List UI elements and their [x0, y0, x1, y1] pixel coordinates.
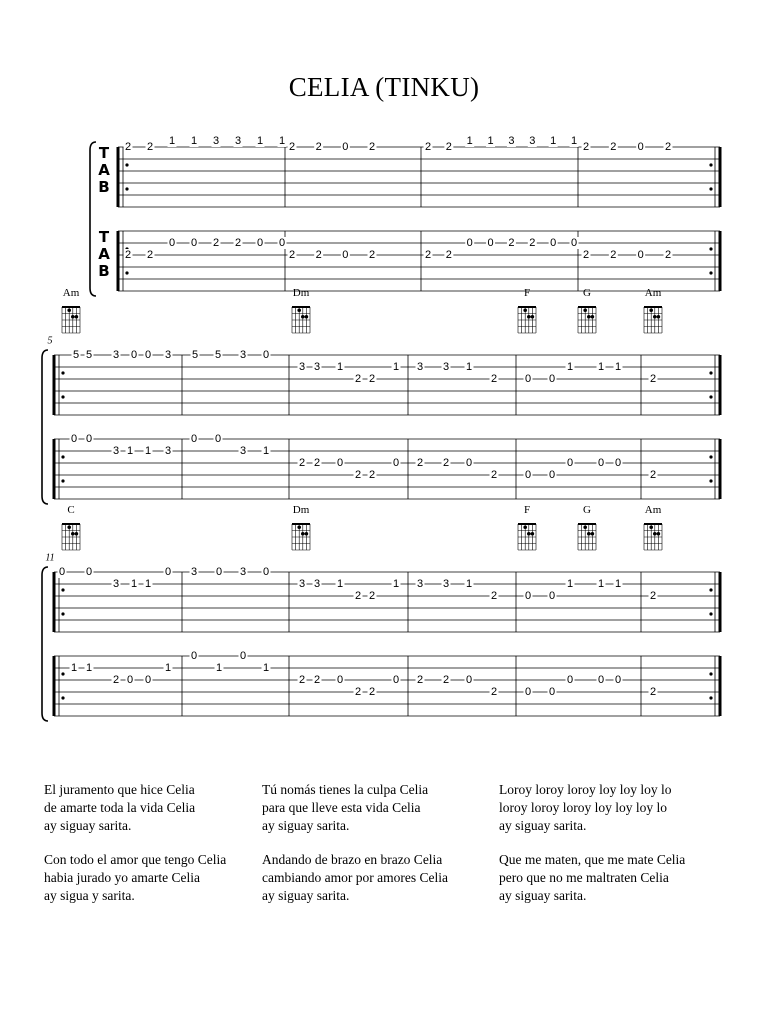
fret-number: 1	[550, 135, 557, 147]
repeat-dot	[61, 672, 64, 675]
fret-number: 0	[336, 457, 344, 469]
chord-dot	[523, 525, 527, 529]
lyric-line: loroy loroy loroy loy loy loy lo	[499, 800, 667, 815]
chord-name: Am	[644, 504, 662, 516]
chord-dot	[75, 532, 79, 536]
fret-number: 0	[164, 566, 172, 578]
lyric-line: ay siguay sarita.	[499, 818, 587, 833]
chord-dot	[527, 315, 531, 319]
fret-number: 0	[262, 349, 270, 361]
system-bracket	[42, 350, 48, 504]
chord-dot	[71, 532, 75, 536]
fret-number: 1	[465, 361, 473, 373]
fret-number: 3	[529, 135, 536, 147]
fret-number: 1	[278, 135, 286, 147]
lyric-line: habia jurado yo amarte Celia	[44, 870, 200, 885]
fret-number: 2	[298, 457, 306, 469]
fret-number: 1	[215, 662, 223, 674]
fret-number: 3	[239, 349, 247, 361]
fret-number: 2	[445, 249, 452, 261]
repeat-dot	[61, 612, 64, 615]
fret-number: 2	[490, 686, 498, 698]
lyric-line: ay sigua y sarita.	[44, 888, 135, 903]
fret-number: 5	[191, 349, 199, 361]
system-bracket	[90, 142, 96, 296]
fret-number: 5	[72, 349, 80, 361]
chord-dot	[657, 315, 661, 319]
fret-number: 3	[313, 361, 321, 373]
fret-number: 0	[548, 590, 556, 602]
lyric-line: Tú nomás tienes la culpa Celia	[262, 782, 429, 797]
fret-number: 0	[566, 457, 574, 469]
fret-number: 3	[234, 135, 242, 147]
fret-number: 3	[298, 578, 306, 590]
chord-name: Am	[644, 287, 662, 299]
tab-clef-letter: A	[98, 161, 110, 179]
fret-number: 0	[614, 674, 622, 686]
repeat-dot	[61, 371, 64, 374]
fret-number: 0	[392, 674, 400, 686]
fret-number: 3	[239, 566, 247, 578]
fret-number: 2	[298, 674, 306, 686]
fret-number: 1	[392, 361, 400, 373]
chord-dot	[649, 525, 653, 529]
fret-number: 1	[70, 662, 78, 674]
chord-dot	[71, 315, 75, 319]
chord-dot	[653, 315, 657, 319]
chord-dot	[305, 532, 309, 536]
fret-number: 0	[550, 237, 557, 249]
lyric-line: Loroy loroy loroy loy loy loy lo	[499, 782, 672, 797]
fret-number: 0	[70, 433, 78, 445]
fret-number: 0	[637, 249, 644, 261]
fret-number: 3	[112, 349, 120, 361]
fret-number: 2	[146, 141, 154, 153]
repeat-dot	[709, 247, 712, 250]
fret-number: 0	[262, 566, 270, 578]
fret-number: 3	[112, 578, 120, 590]
fret-number: 0	[465, 457, 473, 469]
chord-dot	[649, 308, 653, 312]
fret-number: 0	[466, 237, 473, 249]
fret-number: 0	[342, 141, 349, 153]
fret-number: 3	[239, 445, 247, 457]
chord-dot	[297, 525, 301, 529]
tab-clef-letter: T	[98, 228, 110, 246]
song-title: CELIA (TINKU)	[288, 72, 480, 102]
fret-number: 2	[490, 469, 498, 481]
repeat-dot	[709, 395, 712, 398]
fret-number: 1	[126, 445, 134, 457]
fret-number: 2	[610, 249, 617, 261]
fret-number: 3	[190, 566, 198, 578]
repeat-dot	[61, 588, 64, 591]
chord-name: G	[583, 287, 591, 299]
repeat-dot	[61, 696, 64, 699]
chord-dot	[527, 532, 531, 536]
lyric-line: ay siguay sarita.	[262, 888, 350, 903]
lyric-line: ay siguay sarita.	[262, 818, 350, 833]
fret-number: 1	[144, 578, 152, 590]
repeat-dot	[709, 479, 712, 482]
lyric-verse-2	[262, 781, 428, 835]
fret-number: 2	[416, 674, 424, 686]
fret-number: 1	[465, 578, 473, 590]
fret-number: 0	[278, 237, 286, 249]
fret-number: 2	[649, 469, 657, 481]
lyric-verse-1	[44, 781, 195, 835]
fret-number: 1	[168, 135, 176, 147]
fret-number: 3	[212, 135, 220, 147]
lyric-verse-5	[262, 851, 448, 905]
fret-number: 0	[614, 457, 622, 469]
repeat-dot	[61, 479, 64, 482]
fret-number: 2	[445, 141, 452, 153]
fret-number: 0	[144, 674, 152, 686]
lyric-verse-3	[499, 781, 672, 835]
fret-number: 2	[368, 686, 376, 698]
fret-number: 2	[424, 141, 432, 153]
fret-number: 2	[368, 373, 376, 385]
fret-number: 3	[416, 361, 424, 373]
fret-number: 2	[649, 590, 657, 602]
fret-number: 3	[298, 361, 306, 373]
fret-number: 1	[566, 578, 574, 590]
repeat-dot	[61, 455, 64, 458]
fret-number: 2	[124, 249, 132, 261]
fret-number: 2	[424, 249, 432, 261]
fret-number: 2	[234, 237, 242, 249]
fret-number: 2	[354, 373, 362, 385]
chord-dot	[591, 315, 595, 319]
fret-number: 2	[649, 373, 657, 385]
measure-number: 5	[47, 335, 53, 347]
fret-number: 2	[490, 590, 498, 602]
fret-number: 0	[190, 650, 198, 662]
fret-number: 0	[548, 686, 556, 698]
fret-number: 1	[336, 361, 344, 373]
fret-number: 2	[582, 249, 590, 261]
chord-dot	[305, 315, 309, 319]
fret-number: 1	[190, 135, 198, 147]
fret-number: 2	[146, 249, 154, 261]
fret-number: 1	[614, 361, 622, 373]
chord-dot	[531, 315, 535, 319]
fret-number: 2	[315, 141, 322, 153]
chord-dot	[75, 315, 79, 319]
fret-number: 0	[566, 674, 574, 686]
repeat-dot	[61, 395, 64, 398]
fret-number: 2	[508, 237, 515, 249]
lyric-line: pero que no me maltraten Celia	[499, 870, 669, 885]
fret-number: 0	[130, 349, 138, 361]
fret-number: 0	[215, 566, 223, 578]
fret-number: 2	[288, 249, 296, 261]
chord-dot	[583, 308, 587, 312]
fret-number: 0	[168, 237, 176, 249]
fret-number: 0	[487, 237, 494, 249]
chord-dot	[591, 532, 595, 536]
chord-dot	[301, 315, 305, 319]
measure-number: 11	[45, 552, 55, 564]
fret-number: 2	[368, 141, 376, 153]
fret-number: 1	[144, 445, 152, 457]
fret-number: 2	[442, 674, 450, 686]
lyric-line: ay siguay sarita.	[44, 818, 132, 833]
chord-dot	[523, 308, 527, 312]
fret-number: 3	[164, 349, 172, 361]
fret-number: 2	[368, 249, 376, 261]
fret-number: 5	[85, 349, 93, 361]
chord-name: Dm	[292, 504, 310, 516]
fret-number: 2	[529, 237, 536, 249]
repeat-dot	[125, 187, 128, 190]
fret-number: 3	[112, 445, 120, 457]
chord-dot	[531, 532, 535, 536]
fret-number: 2	[442, 457, 450, 469]
fret-number: 2	[212, 237, 220, 249]
fret-number: 0	[548, 373, 556, 385]
lyric-line: Con todo el amor que tengo Celia	[44, 852, 227, 867]
lyric-verse-4	[44, 851, 226, 905]
fret-number: 0	[85, 566, 93, 578]
fret-number: 1	[566, 361, 574, 373]
fret-number: 0	[524, 590, 532, 602]
fret-number: 3	[313, 578, 321, 590]
fret-number: 2	[124, 141, 132, 153]
chord-dot	[297, 308, 301, 312]
fret-number: 0	[548, 469, 556, 481]
repeat-dot	[709, 187, 712, 190]
chord-dot	[657, 532, 661, 536]
chord-dot	[653, 532, 657, 536]
repeat-dot	[709, 612, 712, 615]
fret-number: 0	[239, 650, 247, 662]
chord-dot	[301, 532, 305, 536]
fret-number: 1	[262, 445, 270, 457]
fret-number: 0	[524, 373, 532, 385]
repeat-dot	[709, 371, 712, 374]
fret-number: 0	[336, 674, 344, 686]
fret-number: 1	[256, 135, 264, 147]
repeat-dot	[709, 672, 712, 675]
fret-number: 3	[416, 578, 424, 590]
lyric-line: ay siguay sarita.	[499, 888, 587, 903]
chord-dot	[587, 532, 591, 536]
lyric-line: de amarte toda la vida Celia	[44, 800, 196, 815]
fret-number: 2	[582, 141, 590, 153]
fret-number: 0	[85, 433, 93, 445]
fret-number: 3	[508, 135, 515, 147]
fret-number: 1	[130, 578, 138, 590]
chord-dot	[67, 308, 71, 312]
repeat-dot	[709, 163, 712, 166]
fret-number: 0	[190, 237, 198, 249]
fret-number: 2	[490, 373, 498, 385]
fret-number: 2	[354, 469, 362, 481]
repeat-dot	[709, 696, 712, 699]
fret-number: 0	[214, 433, 222, 445]
fret-number: 0	[392, 457, 400, 469]
fret-number: 0	[597, 457, 605, 469]
lyric-line: cambiando amor por amores Celia	[262, 870, 448, 885]
lyric-line: El juramento que hice Celia	[44, 782, 195, 797]
fret-number: 2	[368, 469, 376, 481]
repeat-dot	[125, 163, 128, 166]
fret-number: 1	[392, 578, 400, 590]
fret-number: 3	[164, 445, 172, 457]
fret-number: 1	[487, 135, 494, 147]
fret-number: 1	[164, 662, 172, 674]
lyric-line: para que lleve esta vida Celia	[262, 800, 421, 815]
chord-dot	[587, 315, 591, 319]
lyric-line: Andando de brazo en brazo Celia	[262, 852, 443, 867]
fret-number: 0	[58, 566, 66, 578]
fret-number: 1	[570, 135, 578, 147]
fret-number: 0	[190, 433, 198, 445]
chord-name: F	[523, 287, 531, 299]
repeat-dot	[125, 271, 128, 274]
chord-name: G	[583, 504, 591, 516]
repeat-dot	[709, 588, 712, 591]
fret-number: 1	[597, 361, 605, 373]
fret-number: 2	[368, 590, 376, 602]
fret-number: 0	[570, 237, 578, 249]
chord-name: C	[67, 504, 75, 516]
fret-number: 2	[354, 686, 362, 698]
fret-number: 2	[416, 457, 424, 469]
lyric-verse-6	[499, 851, 685, 905]
fret-number: 2	[313, 674, 321, 686]
repeat-dot	[709, 455, 712, 458]
fret-number: 0	[524, 469, 532, 481]
fret-number: 0	[256, 237, 264, 249]
fret-number: 0	[465, 674, 473, 686]
fret-number: 0	[597, 674, 605, 686]
fret-number: 0	[144, 349, 152, 361]
fret-number: 2	[354, 590, 362, 602]
fret-number: 2	[313, 457, 321, 469]
fret-number: 0	[342, 249, 349, 261]
fret-number: 0	[637, 141, 644, 153]
chord-name: Dm	[292, 287, 310, 299]
fret-number: 0	[126, 674, 134, 686]
fret-number: 0	[524, 686, 532, 698]
chord-name: Am	[62, 287, 80, 299]
fret-number: 2	[649, 686, 657, 698]
fret-number: 3	[442, 361, 450, 373]
fret-number: 2	[112, 674, 120, 686]
fret-number: 2	[315, 249, 322, 261]
fret-number: 2	[664, 141, 672, 153]
fret-number: 1	[85, 662, 93, 674]
fret-number: 2	[610, 141, 617, 153]
tab-clef-letter: T	[98, 144, 110, 162]
chord-dot	[67, 525, 71, 529]
fret-number: 5	[214, 349, 222, 361]
fret-number: 3	[442, 578, 450, 590]
chord-name: F	[523, 504, 531, 516]
tab-clef-letter: B	[98, 178, 110, 196]
fret-number: 1	[336, 578, 344, 590]
system-bracket	[42, 567, 48, 721]
lyric-line: Que me maten, que me mate Celia	[499, 852, 686, 867]
fret-number: 1	[262, 662, 270, 674]
fret-number: 1	[466, 135, 473, 147]
fret-number: 1	[597, 578, 605, 590]
fret-number: 1	[614, 578, 622, 590]
repeat-dot	[709, 271, 712, 274]
tab-clef-letter: A	[98, 245, 110, 263]
tab-clef-letter: B	[98, 262, 110, 280]
fret-number: 2	[288, 141, 296, 153]
chord-dot	[583, 525, 587, 529]
fret-number: 2	[664, 249, 672, 261]
